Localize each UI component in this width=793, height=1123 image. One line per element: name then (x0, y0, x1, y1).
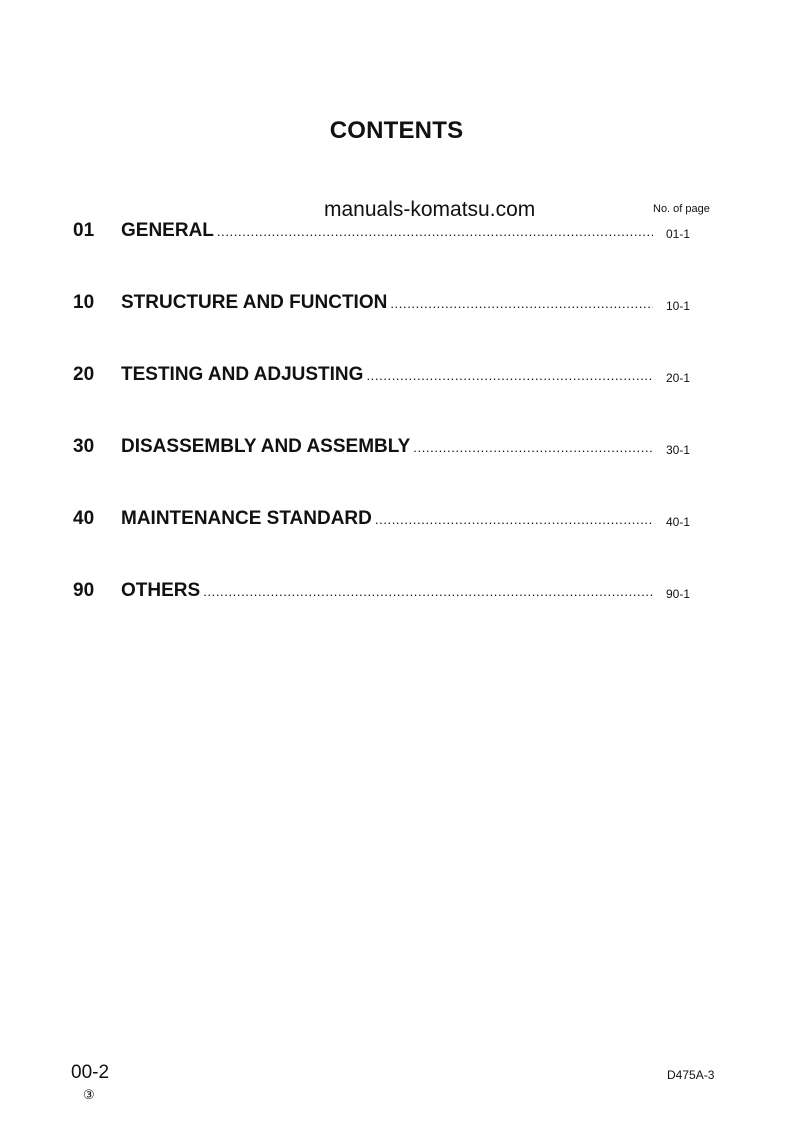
section-number: 01 (73, 220, 95, 241)
dot-leader (203, 584, 653, 599)
footer-page-number: 00-2 (71, 1062, 110, 1083)
section-title: OTHERS (121, 580, 201, 601)
dot-leader (375, 512, 653, 527)
section-page: 40-1 (666, 515, 691, 529)
watermark-text: manuals-komatsu.com (324, 198, 536, 221)
page-title: CONTENTS (329, 117, 464, 144)
dot-leader (390, 296, 653, 311)
contents-entry-others[interactable] (73, 580, 653, 604)
section-page: 90-1 (666, 587, 691, 601)
dot-leader (366, 368, 653, 383)
section-number: 10 (73, 292, 95, 313)
section-page: 01-1 (666, 227, 691, 241)
section-title: DISASSEMBLY AND ASSEMBLY (121, 436, 411, 457)
contents-entry-maintenance-standard[interactable] (73, 508, 653, 532)
dot-leader (217, 224, 653, 239)
section-page: 10-1 (666, 299, 691, 313)
section-title: GENERAL (121, 220, 214, 241)
revision-mark: ③ (83, 1087, 95, 1102)
section-title: TESTING AND ADJUSTING (121, 364, 364, 385)
footer-model: D475A-3 (667, 1068, 715, 1082)
section-page: 30-1 (666, 443, 691, 457)
section-number: 90 (73, 580, 95, 601)
contents-entry-testing-and-adjusting[interactable] (73, 364, 653, 388)
contents-entry-disassembly-and-assembly[interactable] (73, 436, 653, 460)
contents-entry-structure-and-function[interactable] (73, 292, 653, 316)
page-column-header: No. of page (653, 203, 710, 215)
section-number: 20 (73, 364, 95, 385)
section-page: 20-1 (666, 371, 691, 385)
section-number: 30 (73, 436, 95, 457)
contents-entry-general[interactable] (73, 220, 653, 244)
section-title: STRUCTURE AND FUNCTION (121, 292, 388, 313)
section-title: MAINTENANCE STANDARD (121, 508, 372, 529)
dot-leader (413, 440, 653, 455)
section-number: 40 (73, 508, 95, 529)
